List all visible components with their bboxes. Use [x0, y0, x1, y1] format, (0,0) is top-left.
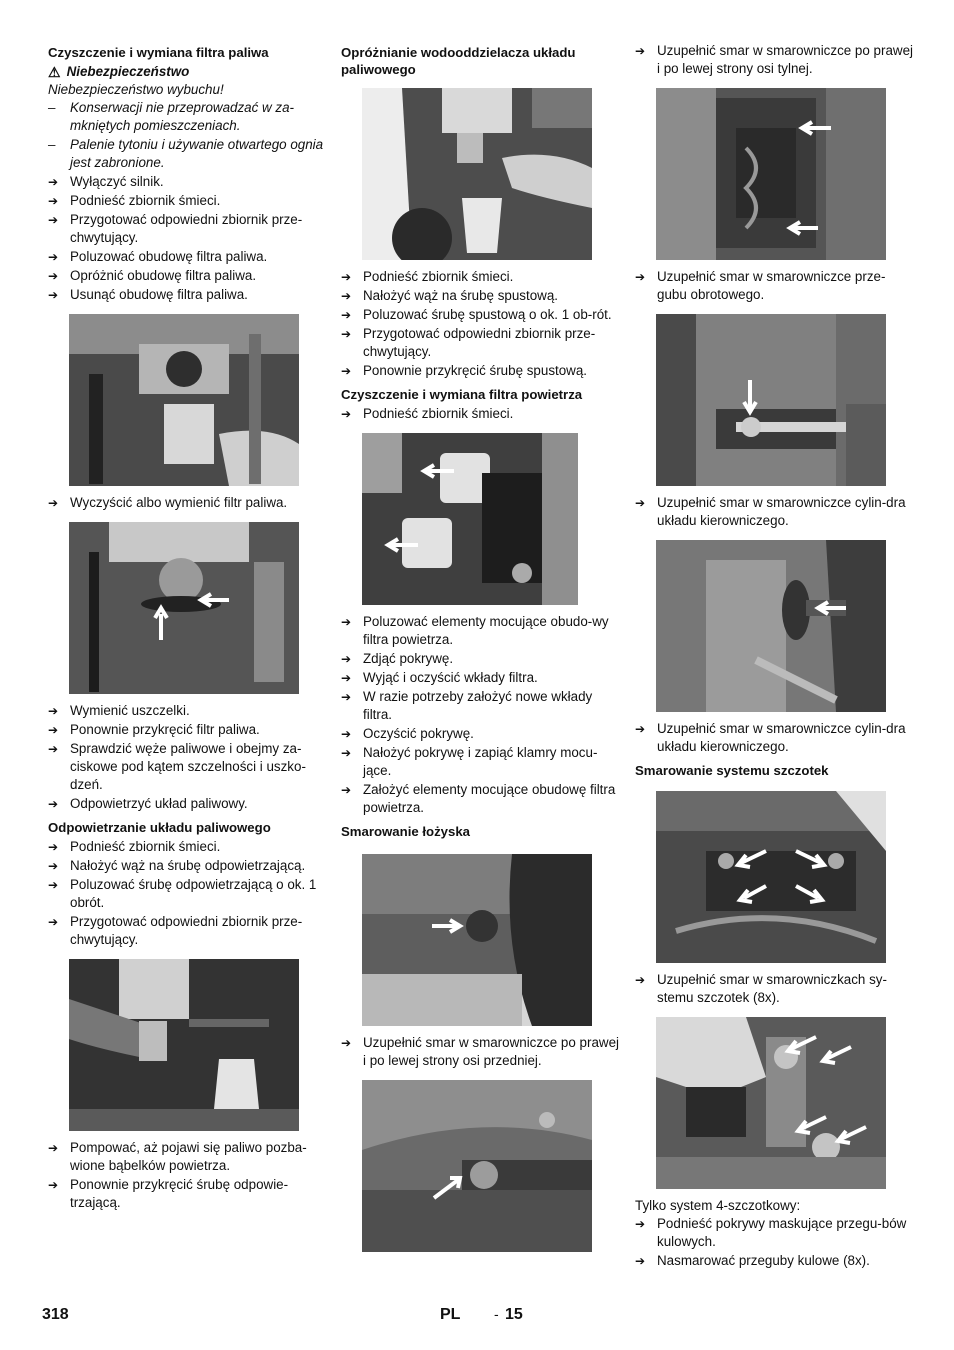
arrow-right-icon: ➔: [48, 175, 59, 189]
step-text: Przygotować odpowiedni zbiornik prze-chwytujący.: [70, 914, 303, 947]
danger-list: [48, 99, 328, 172]
step-list: [48, 494, 328, 512]
arrow-right-icon: ➔: [635, 270, 646, 284]
step-text: Nasmarować przeguby kulowe (8x).: [657, 1253, 870, 1268]
step-text: Konserwacji nie przeprowadzać w za-mkniętych pomieszczeniach.: [70, 100, 295, 133]
arrow-right-icon: ➔: [48, 213, 59, 227]
step-text: Uzupełnić smar w smarowniczkach sy-stemu szczotek (8x).: [657, 972, 887, 1005]
step-item: [635, 268, 915, 304]
step-text: Poluzować śrubę odpowietrzającą o ok. 1 obrót.: [70, 877, 317, 910]
step-list: [48, 1139, 328, 1212]
arrow-right-icon: ➔: [48, 840, 59, 854]
arrow-right-icon: ➔: [635, 722, 646, 736]
danger-label: Niebezpieczeństwo: [66, 64, 190, 79]
arrow-right-icon: ➔: [341, 327, 352, 341]
step-list: [341, 405, 621, 423]
step-list: [48, 173, 328, 304]
step-text: Opróżnić obudowę filtra paliwa.: [70, 268, 257, 283]
step-item: [48, 740, 328, 794]
page-number-left: 318: [42, 1306, 69, 1323]
step-item: [341, 306, 621, 324]
step-list: [635, 971, 915, 1007]
arrow-right-icon: ➔: [48, 1141, 59, 1155]
step-item: [341, 405, 621, 423]
step-list: [635, 42, 915, 78]
photo-brush-system: [656, 791, 886, 963]
step-item: [341, 362, 621, 380]
step-text: Podnieść zbiornik śmieci.: [70, 839, 221, 854]
step-item: [48, 192, 328, 210]
step-text: Podnieść zbiornik śmieci.: [70, 193, 221, 208]
step-text: Uzupełnić smar w smarowniczce po prawej i po lewej strony osi przedniej.: [363, 1035, 619, 1068]
step-text: Zdjąć pokrywę.: [363, 651, 454, 666]
column-middle: [341, 44, 621, 1260]
arrow-right-icon: ➔: [635, 1254, 646, 1268]
step-item: [341, 613, 621, 649]
arrow-right-icon: ➔: [341, 308, 352, 322]
step-text: Podnieść zbiornik śmieci.: [363, 269, 514, 284]
section-heading: Smarowanie łożyska: [341, 824, 471, 839]
danger-heading: [48, 63, 328, 81]
step-text: W razie potrzeby założyć nowe wkłady filtra.: [363, 689, 593, 722]
section-heading: Smarowanie systemu szczotek: [635, 763, 829, 778]
step-text: Podnieść pokrywy maskujące przegu-bów kulowych.: [657, 1216, 907, 1249]
step-item: [48, 1176, 328, 1212]
arrow-right-icon: ➔: [48, 723, 59, 737]
step-text: Poluzować elementy mocujące obudo-wy filtra powietrza.: [363, 614, 609, 647]
step-item: [48, 857, 328, 875]
step-list: [48, 838, 328, 949]
arrow-right-icon: ➔: [341, 270, 352, 284]
step-text: Uzupełnić smar w smarowniczce prze-gubu obrotowego.: [657, 269, 886, 302]
arrow-right-icon: ➔: [48, 704, 59, 718]
photo-water-separator: [362, 88, 592, 260]
step-list: [341, 1034, 621, 1070]
column-left: [48, 44, 328, 1213]
arrow-right-icon: ➔: [341, 652, 352, 666]
arrow-right-icon: ➔: [48, 269, 59, 283]
step-text: Uzupełnić smar w smarowniczce cylin-dra układu kierowniczego.: [657, 495, 906, 528]
photo-air-filter: [362, 433, 578, 605]
step-text: Wyczyścić albo wymienić filtr paliwa.: [70, 495, 288, 510]
arrow-right-icon: ➔: [48, 288, 59, 302]
step-item: [48, 795, 328, 813]
step-text: Wymienić uszczelki.: [70, 703, 190, 718]
arrow-right-icon: ➔: [341, 727, 352, 741]
step-text: Wyłączyć silnik.: [70, 174, 164, 189]
section-heading: Opróżnianie wodooddzielacza układu paliwowego: [341, 45, 576, 77]
step-text: Ponownie przykręcić filtr paliwa.: [70, 722, 260, 737]
step-text: Sprawdzić węże paliwowe i obejmy za-ciskowe pod kątem szczelności i uszko-dzeń.: [70, 741, 306, 792]
step-text: Odpowietrzyć układ paliwowy.: [70, 796, 248, 811]
step-list: [635, 494, 915, 530]
arrow-right-icon: ➔: [341, 364, 352, 378]
step-list: [48, 702, 328, 813]
step-item: [635, 1215, 915, 1251]
photo-steering-cylinder: [656, 540, 886, 712]
photo-fuel-filter-housing: [69, 314, 299, 486]
arrow-right-icon: ➔: [48, 250, 59, 264]
step-text: Nałożyć pokrywę i zapiąć klamry mocu-jące.: [363, 745, 598, 778]
arrow-right-icon: ➔: [341, 690, 352, 704]
photo-rear-axle: [656, 88, 886, 260]
photo-fuel-filter: [69, 522, 299, 694]
step-item: [48, 702, 328, 720]
step-item: [341, 268, 621, 286]
step-text: Ponownie przykręcić śrubę odpowie-trzającą.: [70, 1177, 289, 1210]
step-text: Przygotować odpowiedni zbiornik prze-chwytujący.: [363, 326, 596, 359]
step-list: [635, 720, 915, 756]
arrow-right-icon: ➔: [48, 878, 59, 892]
step-text: Wyjąć i oczyścić wkłady filtra.: [363, 670, 538, 685]
step-item: [341, 744, 621, 780]
language-code: PL: [440, 1306, 461, 1323]
step-item: [341, 287, 621, 305]
step-item: [341, 688, 621, 724]
page-separator: -: [494, 1306, 499, 1322]
note-text: Tylko system 4-szczotkowy:: [635, 1198, 801, 1213]
warning-triangle-icon: ⚠: [48, 64, 61, 80]
arrow-right-icon: ➔: [48, 496, 59, 510]
step-item: [341, 1034, 621, 1070]
step-item: [635, 971, 915, 1007]
step-list: [341, 268, 621, 380]
photo-axle-grease-nipple: [362, 1080, 592, 1252]
dash-bullet-icon: –: [48, 100, 56, 115]
step-text: Palenie tytoniu i używanie otwartego ognia jest zabronione.: [70, 137, 324, 170]
danger-item: [48, 136, 328, 172]
arrow-right-icon: ➔: [48, 1178, 59, 1192]
step-text: Nałożyć wąż na śrubę odpowietrzającą.: [70, 858, 306, 873]
dash-bullet-icon: –: [48, 137, 56, 152]
danger-item: [48, 99, 328, 135]
step-item: [635, 494, 915, 530]
step-item: [341, 781, 621, 817]
arrow-right-icon: ➔: [48, 915, 59, 929]
step-item: [341, 650, 621, 668]
step-text: Pompować, aż pojawi się paliwo pozba-wione bąbelków powietrza.: [70, 1140, 307, 1173]
page-footer: [0, 1306, 954, 1330]
step-text: Oczyścić pokrywę.: [363, 726, 474, 741]
step-list: [341, 613, 621, 817]
step-text: Podnieść zbiornik śmieci.: [363, 406, 514, 421]
step-text: Przygotować odpowiedni zbiornik prze-chwytujący.: [70, 212, 303, 245]
step-item: [48, 267, 328, 285]
column-right: [635, 42, 915, 1271]
arrow-right-icon: ➔: [635, 973, 646, 987]
step-list: [635, 268, 915, 304]
step-item: [48, 286, 328, 304]
step-item: [341, 669, 621, 687]
step-text: Ponownie przykręcić śrubę spustową.: [363, 363, 588, 378]
step-text: Poluzować obudowę filtra paliwa.: [70, 249, 268, 264]
step-item: [341, 725, 621, 743]
arrow-right-icon: ➔: [341, 407, 352, 421]
arrow-right-icon: ➔: [635, 496, 646, 510]
step-item: [48, 248, 328, 266]
arrow-right-icon: ➔: [341, 671, 352, 685]
arrow-right-icon: ➔: [341, 1036, 352, 1050]
step-text: Nałożyć wąż na śrubę spustową.: [363, 288, 559, 303]
photo-ball-joints: [656, 1017, 886, 1189]
step-item: [48, 494, 328, 512]
arrow-right-icon: ➔: [48, 742, 59, 756]
arrow-right-icon: ➔: [341, 289, 352, 303]
arrow-right-icon: ➔: [48, 194, 59, 208]
arrow-right-icon: ➔: [48, 859, 59, 873]
step-item: [48, 211, 328, 247]
step-item: [635, 720, 915, 756]
step-item: [635, 42, 915, 78]
step-list: [635, 1215, 915, 1270]
danger-text: Niebezpieczeństwo wybuchu!: [48, 82, 224, 97]
section-heading: Czyszczenie i wymiana filtra paliwa: [48, 45, 269, 60]
step-item: [341, 325, 621, 361]
arrow-right-icon: ➔: [635, 1217, 646, 1231]
photo-front-axle-bearing: [362, 854, 592, 1026]
step-item: [48, 838, 328, 856]
step-text: Uzupełnić smar w smarowniczce cylin-dra układu kierowniczego.: [657, 721, 906, 754]
step-item: [48, 173, 328, 191]
arrow-right-icon: ➔: [341, 615, 352, 629]
arrow-right-icon: ➔: [341, 746, 352, 760]
arrow-right-icon: ➔: [341, 783, 352, 797]
step-text: Usunąć obudowę filtra paliwa.: [70, 287, 248, 302]
photo-fuel-bleeding: [69, 959, 299, 1131]
section-heading: Czyszczenie i wymiana filtra powietrza: [341, 387, 583, 402]
step-text: Uzupełnić smar w smarowniczce po prawej i po lewej strony osi tylnej.: [657, 43, 913, 76]
step-item: [48, 913, 328, 949]
step-item: [48, 721, 328, 739]
step-item: [48, 1139, 328, 1175]
step-text: Założyć elementy mocujące obudowę filtra powietrza.: [363, 782, 616, 815]
page-number-right: 15: [505, 1306, 523, 1323]
section-heading: Odpowietrzanie układu paliwowego: [48, 820, 271, 835]
arrow-right-icon: ➔: [48, 797, 59, 811]
arrow-right-icon: ➔: [635, 44, 646, 58]
step-item: [635, 1252, 915, 1270]
step-item: [48, 876, 328, 912]
step-text: Poluzować śrubę spustową o ok. 1 ob-rót.: [363, 307, 612, 322]
photo-pivot-joint: [656, 314, 886, 486]
